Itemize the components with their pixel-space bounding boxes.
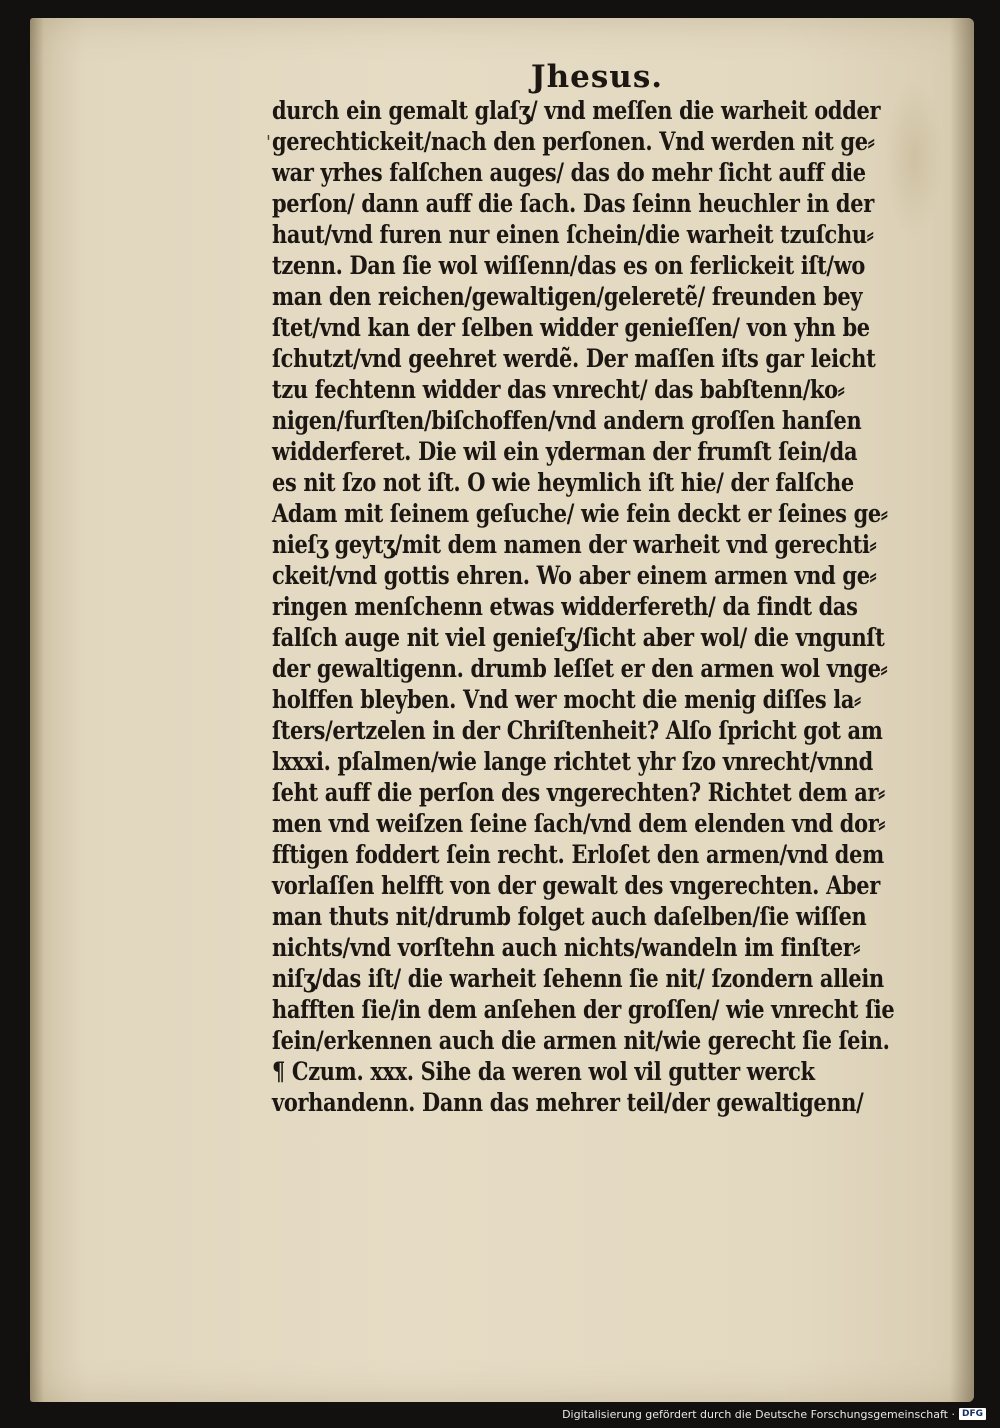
text-line: falſch auge nit viel genieſʒ/ſicht aber wol/ die vngunſt: [272, 623, 885, 653]
text-line: Adam mit ſeinem geſuche/ wie fein deckt er ſeines ge⸗: [272, 499, 888, 529]
text-line: war yrhes falſchen auges/ das do mehr ſicht auff die: [272, 158, 866, 188]
text-line: ringen menſchenn etwas widderfereth/ da findt das: [272, 592, 858, 622]
text-line: perſon/ dann auff die ſach. Das ſeinn heuchler in der: [272, 189, 874, 219]
text-line: der gewaltigenn. drumb leſſet er den armen wol vnge⸗: [272, 654, 888, 684]
running-header: Jhesus.: [530, 59, 664, 95]
text-line: ¶ Czum. xxx. Sihe da weren wol vil gutter werck: [272, 1057, 815, 1087]
text-line: ſein/erkennen auch die armen nit/wie gerecht ſie ſein.: [272, 1026, 890, 1056]
text-line: durch ein gemalt glaſʒ/ vnd meſſen die warheit odder: [272, 96, 881, 126]
text-lines: [272, 96, 962, 1119]
text-line: nieſʒ geytʒ/mit dem namen der warheit vnd gerechti⸗: [272, 530, 877, 560]
text-line: ſtet/vnd kan der ſelben widder genieſſen/ von yhn be: [272, 313, 870, 343]
text-line: ſchutzt/vnd geehret werdẽ. Der maſſen iſts gar leicht: [272, 344, 876, 374]
text-line: man den reichen/gewaltigen/geleretẽ/ freunden bey: [272, 282, 863, 312]
text-line: ckeit/vnd gottis ehren. Wo aber einem armen vnd ge⸗: [272, 561, 877, 591]
text-block: [272, 58, 962, 1119]
text-line: man thuts nit/drumb folget auch daſelben/ſie wiſſen: [272, 902, 867, 932]
footer-text: Digitalisierung gefördert durch die Deutsche Forschungsgemeinschaft ·: [562, 1407, 955, 1421]
text-line: niſʒ/das iſt/ die warheit ſehenn ſie nit/ ſzondern allein: [272, 964, 884, 994]
text-line: gerechtickeit/nach den perſonen. Vnd werden nit ge⸗: [272, 127, 875, 157]
text-line: men vnd weiſzen ſeine ſach/vnd dem elenden vnd dor⸗: [272, 809, 886, 839]
text-line: vorhandenn. Dann das mehrer teil/der gewaltigenn/: [272, 1088, 864, 1118]
text-line: lxxxi. pſalmen/wie lange richtet yhr ſzo vnrecht/vnnd: [272, 747, 873, 777]
margin-mark: ': [266, 132, 271, 153]
text-line: nigen/furſten/biſchoffen/vnd andern groſſen hanſen: [272, 406, 862, 436]
text-line: fftigen foddert ſein recht. Erloſet den armen/vnd dem: [272, 840, 884, 870]
text-line: ſeht auff die perſon des vngerechten? Richtet dem ar⸗: [272, 778, 885, 808]
text-line: hafften ſie/in dem anſehen der groſſen/ wie vnrecht ſie: [272, 995, 895, 1025]
page-left-edge: [30, 18, 44, 1402]
text-line: holffen bleyben. Vnd wer mocht die menig diſſes la⸗: [272, 685, 861, 715]
text-line: tzu fechtenn widder das vnrecht/ das babſtenn/ko⸗: [272, 375, 845, 405]
text-line: nichts/vnd vorſtehn auch nichts/wandeln im finſter⸗: [272, 933, 861, 963]
text-line: vorlaſſen helfft von der gewalt des vngerechten. Aber: [272, 871, 880, 901]
dfg-logo: DFG: [959, 1408, 986, 1420]
text-line: tzenn. Dan ſie wol wiſſenn/das es on ferlickeit iſt/wo: [272, 251, 866, 281]
text-line: haut/vnd furen nur einen ſchein/die warheit tzuſchu⸗: [272, 220, 874, 250]
text-line: es nit ſzo not iſt. O wie heymlich iſt hie/ der falſche: [272, 468, 854, 498]
text-line: widderferet. Die wil ein yderman der frumſt ſein/da: [272, 437, 858, 467]
funding-footer: [562, 1406, 986, 1422]
text-line: ſters/ertzelen in der Chriſtenheit? Alſo ſpricht got am: [272, 716, 883, 746]
